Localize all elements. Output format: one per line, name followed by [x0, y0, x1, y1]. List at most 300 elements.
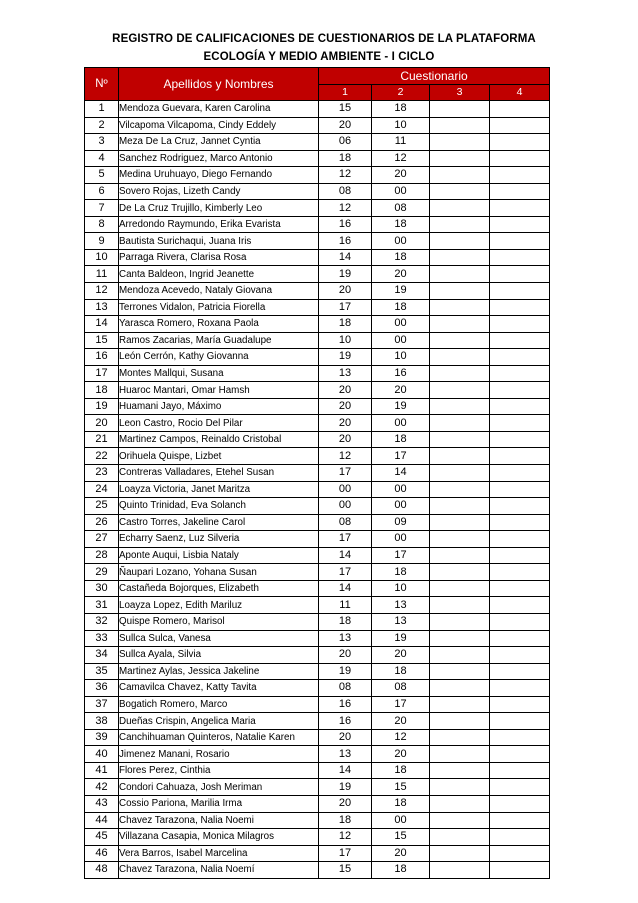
grade-q3: [430, 597, 490, 614]
grade-q2: 11: [372, 134, 430, 151]
grade-q2: 18: [372, 216, 430, 233]
table-row: [85, 200, 550, 217]
grade-q4: [490, 845, 550, 862]
student-name: Echarry Saenz, Luz Silveria: [119, 531, 319, 548]
table-row: [85, 829, 550, 846]
grade-q3: [430, 465, 490, 482]
grade-q4: [490, 514, 550, 531]
row-number: 24: [85, 481, 119, 498]
grade-q1: 18: [319, 316, 372, 333]
student-name: Canta Baldeon, Ingrid Jeanette: [119, 266, 319, 283]
grade-q3: [430, 249, 490, 266]
row-number: 2: [85, 117, 119, 134]
grade-q2: 20: [372, 647, 430, 664]
table-row: [85, 713, 550, 730]
row-number: 29: [85, 564, 119, 581]
grade-q4: [490, 580, 550, 597]
table-row: [85, 398, 550, 415]
table-row: [85, 415, 550, 432]
grade-q3: [430, 481, 490, 498]
student-name: Martinez Campos, Reinaldo Cristobal: [119, 431, 319, 448]
grade-q3: [430, 795, 490, 812]
grade-q4: [490, 795, 550, 812]
student-name: Montes Mallqui, Susana: [119, 365, 319, 382]
row-number: 7: [85, 200, 119, 217]
grade-q1: 00: [319, 498, 372, 515]
grade-q3: [430, 183, 490, 200]
grade-q1: 13: [319, 365, 372, 382]
grade-q3: [430, 117, 490, 134]
row-number: 44: [85, 812, 119, 829]
grade-q2: 20: [372, 382, 430, 399]
grade-q2: 00: [372, 332, 430, 349]
row-number: 8: [85, 216, 119, 233]
grade-q4: [490, 283, 550, 300]
grade-q4: [490, 101, 550, 118]
grade-q3: [430, 382, 490, 399]
student-name: Loayza Lopez, Edith Mariluz: [119, 597, 319, 614]
grade-q4: [490, 680, 550, 697]
table-row: [85, 630, 550, 647]
grade-q4: [490, 167, 550, 184]
table-row: [85, 216, 550, 233]
grade-q1: 08: [319, 183, 372, 200]
student-name: Parraga Rivera, Clarisa Rosa: [119, 249, 319, 266]
row-number: 19: [85, 398, 119, 415]
grade-q3: [430, 167, 490, 184]
table-row: [85, 845, 550, 862]
row-number: 43: [85, 795, 119, 812]
grade-q1: 17: [319, 531, 372, 548]
grade-q1: 20: [319, 795, 372, 812]
student-name: Chavez Tarazona, Nalia Noemí: [119, 862, 319, 879]
grade-q1: 00: [319, 481, 372, 498]
table-row: [85, 498, 550, 515]
grade-q2: 00: [372, 233, 430, 250]
grade-q3: [430, 150, 490, 167]
student-name: Sovero Rojas, Lizeth Candy: [119, 183, 319, 200]
grade-q1: 14: [319, 249, 372, 266]
grade-q2: 18: [372, 862, 430, 879]
row-number: 32: [85, 613, 119, 630]
row-number: 1: [85, 101, 119, 118]
table-row: [85, 779, 550, 796]
grade-q2: 15: [372, 779, 430, 796]
table-row: [85, 680, 550, 697]
table-row: [85, 183, 550, 200]
grade-q2: 12: [372, 150, 430, 167]
row-number: 38: [85, 713, 119, 730]
table-row: [85, 481, 550, 498]
grade-q4: [490, 266, 550, 283]
row-number: 37: [85, 696, 119, 713]
grade-q1: 14: [319, 762, 372, 779]
row-number: 28: [85, 547, 119, 564]
grade-q2: 18: [372, 663, 430, 680]
row-number: 31: [85, 597, 119, 614]
table-row: [85, 647, 550, 664]
grade-q1: 08: [319, 514, 372, 531]
grade-q4: [490, 316, 550, 333]
grade-q2: 18: [372, 795, 430, 812]
student-name: Sullca Ayala, Silvia: [119, 647, 319, 664]
grade-q3: [430, 299, 490, 316]
grade-q2: 09: [372, 514, 430, 531]
grade-q4: [490, 150, 550, 167]
row-number: 45: [85, 829, 119, 846]
row-number: 36: [85, 680, 119, 697]
grade-q2: 18: [372, 299, 430, 316]
grade-q4: [490, 349, 550, 366]
grade-q1: 20: [319, 382, 372, 399]
grade-q1: 18: [319, 613, 372, 630]
grade-q4: [490, 746, 550, 763]
student-name: Arredondo Raymundo, Erika Evarista: [119, 216, 319, 233]
grade-q3: [430, 762, 490, 779]
table-row: [85, 448, 550, 465]
grade-q4: [490, 663, 550, 680]
grade-q2: 00: [372, 183, 430, 200]
grade-q4: [490, 431, 550, 448]
grade-q3: [430, 663, 490, 680]
grade-q3: [430, 580, 490, 597]
grade-q3: [430, 332, 490, 349]
grade-q3: [430, 283, 490, 300]
grade-q2: 00: [372, 531, 430, 548]
row-number: 46: [85, 845, 119, 862]
header-name: Apellidos y Nombres: [119, 68, 319, 101]
row-number: 15: [85, 332, 119, 349]
table-row: [85, 597, 550, 614]
grade-q3: [430, 713, 490, 730]
grade-q3: [430, 431, 490, 448]
table-row: [85, 746, 550, 763]
student-name: León Cerrón, Kathy Giovanna: [119, 349, 319, 366]
row-number: 39: [85, 729, 119, 746]
grade-q3: [430, 746, 490, 763]
grade-q4: [490, 233, 550, 250]
grade-q2: 17: [372, 448, 430, 465]
table-row: [85, 812, 550, 829]
table-row: [85, 613, 550, 630]
row-number: 34: [85, 647, 119, 664]
grade-q1: 12: [319, 167, 372, 184]
student-name: Mendoza Acevedo, Nataly Giovana: [119, 283, 319, 300]
grade-q3: [430, 448, 490, 465]
student-name: Meza De La Cruz, Jannet Cyntia: [119, 134, 319, 151]
grade-q4: [490, 547, 550, 564]
header-q2: 2: [372, 85, 430, 101]
student-name: Bogatich Romero, Marco: [119, 696, 319, 713]
grade-q2: 19: [372, 398, 430, 415]
table-row: [85, 134, 550, 151]
grade-q1: 18: [319, 812, 372, 829]
table-row: [85, 365, 550, 382]
grade-q1: 17: [319, 299, 372, 316]
student-name: Flores Perez, Cinthia: [119, 762, 319, 779]
header-q3: 3: [430, 85, 490, 101]
student-name: Contreras Valladares, Etehel Susan: [119, 465, 319, 482]
table-row: [85, 117, 550, 134]
grade-q4: [490, 713, 550, 730]
grade-q2: 18: [372, 762, 430, 779]
student-name: Sanchez Rodriguez, Marco Antonio: [119, 150, 319, 167]
grade-q1: 19: [319, 349, 372, 366]
grade-q2: 18: [372, 249, 430, 266]
header-q1: 1: [319, 85, 372, 101]
student-name: Aponte Auqui, Lisbia Nataly: [119, 547, 319, 564]
grade-q1: 16: [319, 696, 372, 713]
grade-q4: [490, 117, 550, 134]
grade-q3: [430, 316, 490, 333]
grade-q1: 20: [319, 647, 372, 664]
table-row: [85, 663, 550, 680]
student-name: Loayza Victoria, Janet Maritza: [119, 481, 319, 498]
student-name: Medina Uruhuayo, Diego Fernando: [119, 167, 319, 184]
grade-q1: 06: [319, 134, 372, 151]
student-name: Mendoza Guevara, Karen Carolina: [119, 101, 319, 118]
grade-q1: 17: [319, 845, 372, 862]
grade-q3: [430, 829, 490, 846]
grade-q1: 16: [319, 216, 372, 233]
table-row: [85, 266, 550, 283]
grade-q3: [430, 845, 490, 862]
student-name: Quinto Trinidad, Eva Solanch: [119, 498, 319, 515]
table-body: [85, 101, 550, 879]
student-name: Castro Torres, Jakeline Carol: [119, 514, 319, 531]
table-row: [85, 150, 550, 167]
table-row: [85, 795, 550, 812]
grade-q2: 20: [372, 746, 430, 763]
row-number: 33: [85, 630, 119, 647]
student-name: Orihuela Quispe, Lizbet: [119, 448, 319, 465]
student-name: Dueñas Crispin, Angelica Maria: [119, 713, 319, 730]
student-name: Vilcapoma Vilcapoma, Cindy Eddely: [119, 117, 319, 134]
grade-q1: 13: [319, 746, 372, 763]
grade-q2: 00: [372, 812, 430, 829]
table-row: [85, 249, 550, 266]
grade-q1: 16: [319, 233, 372, 250]
grade-q3: [430, 680, 490, 697]
grade-q4: [490, 613, 550, 630]
grade-q2: 00: [372, 415, 430, 432]
student-name: Chavez Tarazona, Nalia Noemi: [119, 812, 319, 829]
row-number: 9: [85, 233, 119, 250]
grade-q4: [490, 415, 550, 432]
grade-q1: 13: [319, 630, 372, 647]
grade-q3: [430, 266, 490, 283]
grade-q4: [490, 696, 550, 713]
student-name: Sullca Sulca, Vanesa: [119, 630, 319, 647]
student-name: Huamani Jayo, Máximo: [119, 398, 319, 415]
grade-q4: [490, 862, 550, 879]
grade-q2: 20: [372, 845, 430, 862]
grade-q1: 20: [319, 283, 372, 300]
row-number: 20: [85, 415, 119, 432]
grade-q2: 18: [372, 431, 430, 448]
grade-q3: [430, 498, 490, 515]
row-number: 25: [85, 498, 119, 515]
grade-q4: [490, 630, 550, 647]
grade-q2: 20: [372, 713, 430, 730]
grade-q4: [490, 200, 550, 217]
grade-q2: 18: [372, 564, 430, 581]
grade-q3: [430, 779, 490, 796]
header-number: Nº: [85, 68, 119, 101]
grade-q1: 20: [319, 431, 372, 448]
grade-q4: [490, 531, 550, 548]
grade-q2: 17: [372, 696, 430, 713]
document-title: REGISTRO DE CALIFICACIONES DE CUESTIONARIOS DE LA PLATAFORMA: [112, 33, 536, 45]
row-number: 18: [85, 382, 119, 399]
table-row: [85, 729, 550, 746]
grade-q4: [490, 779, 550, 796]
grade-q3: [430, 613, 490, 630]
grade-q2: 14: [372, 465, 430, 482]
student-name: Huaroc Mantari, Omar Hamsh: [119, 382, 319, 399]
grade-q3: [430, 729, 490, 746]
grade-q4: [490, 647, 550, 664]
grade-q3: [430, 630, 490, 647]
grade-q3: [430, 365, 490, 382]
grade-q1: 19: [319, 663, 372, 680]
grade-q2: 00: [372, 481, 430, 498]
row-number: 41: [85, 762, 119, 779]
grade-q1: 19: [319, 779, 372, 796]
table-row: [85, 332, 550, 349]
grade-q2: 13: [372, 613, 430, 630]
row-number: 11: [85, 266, 119, 283]
grade-q4: [490, 729, 550, 746]
table-row: [85, 283, 550, 300]
grade-q1: 18: [319, 150, 372, 167]
student-name: Bautista Surichaqui, Juana Iris: [119, 233, 319, 250]
table-row: [85, 316, 550, 333]
grade-q3: [430, 514, 490, 531]
grade-q4: [490, 762, 550, 779]
grade-q4: [490, 829, 550, 846]
grade-q3: [430, 812, 490, 829]
grade-q2: 20: [372, 266, 430, 283]
row-number: 10: [85, 249, 119, 266]
row-number: 4: [85, 150, 119, 167]
grade-q2: 10: [372, 580, 430, 597]
student-name: Leon Castro, Rocio Del Pilar: [119, 415, 319, 432]
student-name: Villazana Casapia, Monica Milagros: [119, 829, 319, 846]
table-row: [85, 531, 550, 548]
student-name: De La Cruz Trujillo, Kimberly Leo: [119, 200, 319, 217]
row-number: 12: [85, 283, 119, 300]
grade-q1: 11: [319, 597, 372, 614]
table-row: [85, 547, 550, 564]
grade-q1: 15: [319, 862, 372, 879]
row-number: 21: [85, 431, 119, 448]
grade-q1: 12: [319, 448, 372, 465]
row-number: 40: [85, 746, 119, 763]
grade-q4: [490, 398, 550, 415]
row-number: 22: [85, 448, 119, 465]
student-name: Ramos Zacarias, María Guadalupe: [119, 332, 319, 349]
grade-q1: 14: [319, 580, 372, 597]
grade-q3: [430, 101, 490, 118]
student-name: Terrones Vidalon, Patricia Fiorella: [119, 299, 319, 316]
table-row: [85, 299, 550, 316]
row-number: 16: [85, 349, 119, 366]
student-name: Cossio Pariona, Marilia Irma: [119, 795, 319, 812]
table-row: [85, 382, 550, 399]
grade-q4: [490, 216, 550, 233]
table-row: [85, 101, 550, 118]
row-number: 48: [85, 862, 119, 879]
grade-q4: [490, 812, 550, 829]
row-number: 35: [85, 663, 119, 680]
row-number: 3: [85, 134, 119, 151]
grade-q4: [490, 183, 550, 200]
grade-q2: 19: [372, 630, 430, 647]
grade-q2: 10: [372, 349, 430, 366]
row-number: 13: [85, 299, 119, 316]
document-subtitle: ECOLOGÍA Y MEDIO AMBIENTE - I CICLO: [203, 51, 435, 63]
grade-q2: 08: [372, 680, 430, 697]
student-name: Martinez Aylas, Jessica Jakeline: [119, 663, 319, 680]
grade-q3: [430, 415, 490, 432]
grade-q1: 19: [319, 266, 372, 283]
row-number: 17: [85, 365, 119, 382]
grade-q3: [430, 531, 490, 548]
grade-q1: 20: [319, 415, 372, 432]
student-name: Ñaupari Lozano, Yohana Susan: [119, 564, 319, 581]
row-number: 27: [85, 531, 119, 548]
student-name: Yarasca Romero, Roxana Paola: [119, 316, 319, 333]
grade-q2: 08: [372, 200, 430, 217]
grade-q1: 12: [319, 829, 372, 846]
table-row: [85, 762, 550, 779]
table-row: [85, 349, 550, 366]
grade-q2: 10: [372, 117, 430, 134]
grade-q3: [430, 696, 490, 713]
grade-q3: [430, 200, 490, 217]
grade-q4: [490, 365, 550, 382]
grade-q1: 15: [319, 101, 372, 118]
table-row: [85, 514, 550, 531]
row-number: 26: [85, 514, 119, 531]
student-name: Quispe Romero, Marisol: [119, 613, 319, 630]
header-cuestionario: Cuestionario: [319, 68, 550, 85]
grade-q1: 10: [319, 332, 372, 349]
grade-q3: [430, 547, 490, 564]
table-row: [85, 233, 550, 250]
grade-q2: 00: [372, 498, 430, 515]
table-row: [85, 465, 550, 482]
student-name: Condori Cahuaza, Josh Meriman: [119, 779, 319, 796]
grade-q4: [490, 249, 550, 266]
row-number: 30: [85, 580, 119, 597]
student-name: Vera Barros, Isabel Marcelina: [119, 845, 319, 862]
grade-q4: [490, 299, 550, 316]
grade-q1: 20: [319, 398, 372, 415]
grade-q4: [490, 332, 550, 349]
grade-q3: [430, 647, 490, 664]
grade-q2: 12: [372, 729, 430, 746]
grade-q1: 20: [319, 729, 372, 746]
grade-q1: 17: [319, 564, 372, 581]
grade-q4: [490, 498, 550, 515]
grade-q4: [490, 481, 550, 498]
grade-q1: 08: [319, 680, 372, 697]
row-number: 6: [85, 183, 119, 200]
grade-q4: [490, 564, 550, 581]
grade-q3: [430, 134, 490, 151]
